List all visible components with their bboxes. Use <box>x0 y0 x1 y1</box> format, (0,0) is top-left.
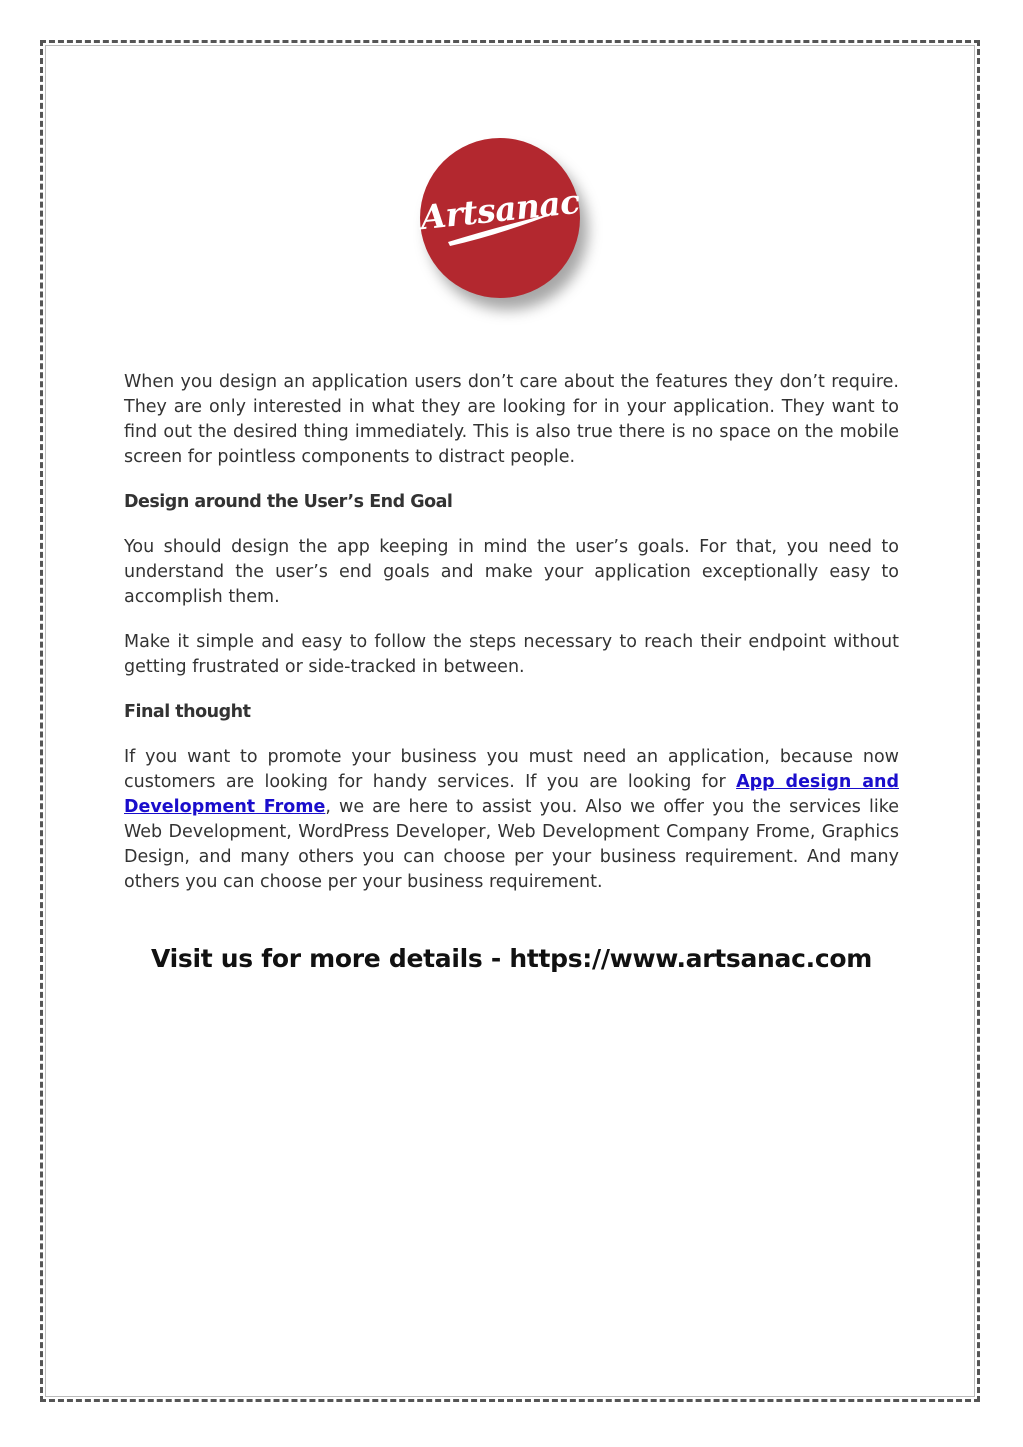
intro-paragraph: When you design an application users don’t care about the features they don’t require. They are only interested in what they are looking for in your application. They want to find out the desired thing immediately. This is also true there is no space on the mobile screen for pointless components to distract people. <box>124 372 899 467</box>
paragraph-design-goal-2: Make it simple and easy to follow the steps necessary to reach their endpoint without getting frustrated or side-tracked in between. <box>124 632 899 677</box>
paragraph-final-thought <box>124 745 899 895</box>
artsanac-logo <box>420 138 580 298</box>
app-design-link[interactable]: App design and Development Frome <box>124 772 899 817</box>
article-body <box>124 370 899 915</box>
section-heading-design-goal: Design around the User’s End Goal <box>124 492 453 512</box>
logo-swoosh-icon <box>420 138 580 298</box>
final-thought-text-after: , we are here to assist you. Also we offer you the services like Web Development, WordPress Developer, Web Development Company Frome, Graphics Design, and many others you can choose per your business requirement. And many others you can choose per your business requirement. <box>124 797 899 892</box>
paragraph-design-goal-1: You should design the app keeping in mind the user’s goals. For that, you need to understand the user’s end goals and make your application exceptionally easy to accomplish them. <box>124 537 899 607</box>
visit-us-cta[interactable]: Visit us for more details - https://www.artsanac.com <box>151 944 872 973</box>
section-heading-final-thought: Final thought <box>124 702 251 722</box>
final-thought-text-before: If you want to promote your business you must need an application, because now customers are looking for handy services. If you are looking for <box>124 747 899 792</box>
logo-circle <box>420 138 580 298</box>
logo-text: Artsanac <box>418 181 582 238</box>
